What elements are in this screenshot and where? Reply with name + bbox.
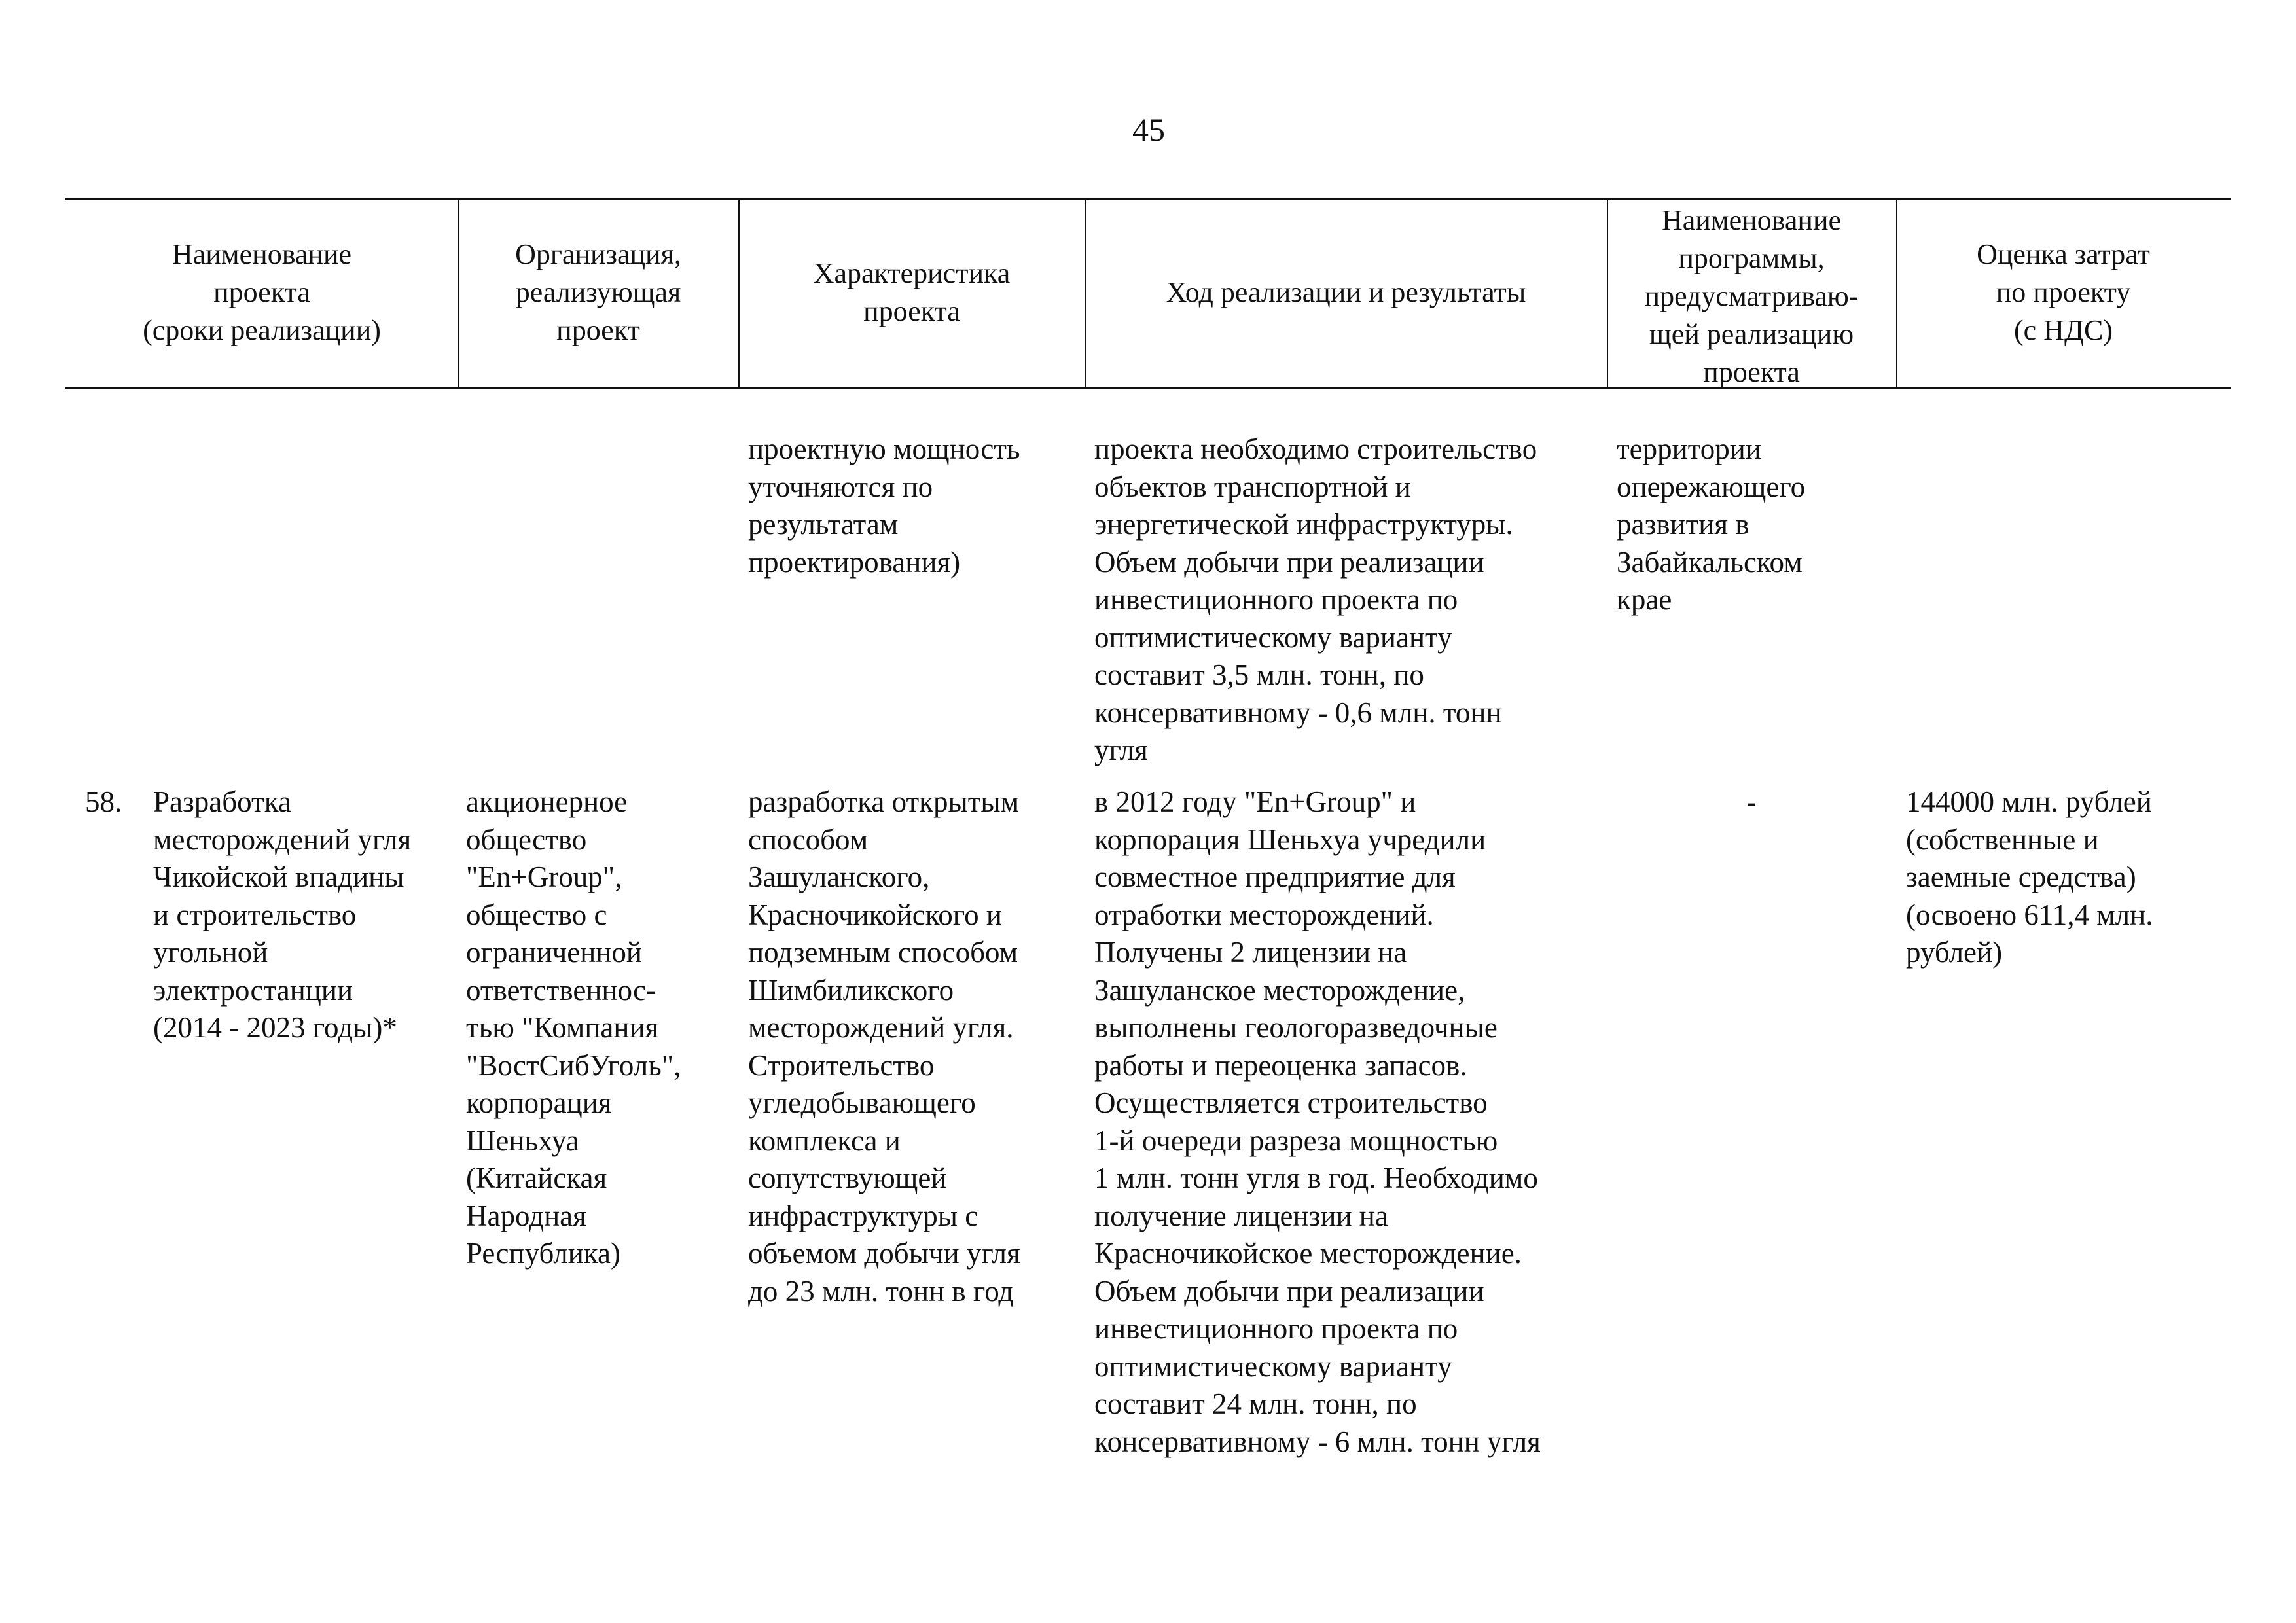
project-program: - bbox=[1746, 785, 1757, 818]
header-characteristic: Характеристика проекта bbox=[813, 257, 1011, 327]
row-number: 58. bbox=[85, 785, 122, 818]
header-project-name: Наименование проекта (сроки реализации) bbox=[143, 238, 381, 346]
project-progress: в 2012 году "En+Group" и корпорация Шеньхуа учредили совместное предприятие для отработки месторождений. Получены 2 лицензии на Зашуланское месторождение, выполнены геологоразведочные работы и переоценка запасов. Осуществляется строительство 1-й очереди разреза мощностью 1 млн. тонн угля в год. Необходимо получение лицензии на Красночикойское месторождение. Объем добычи при реализации инвестиционного проекта по оптимистическому варианту составит 24 млн. тонн, по консервативному - 6 млн. тонн угля bbox=[1094, 785, 1541, 1458]
project-name: Разработка месторождений угля Чикойской впадины и строительство угольной электростанции (2014 - 2023 годы)* bbox=[153, 785, 412, 1044]
page-number: 45 bbox=[1132, 111, 1165, 148]
project-characteristic: разработка открытым способом Зашуланского, Красночикойского и подземным способом Шимбиликского месторождений угля. Строительство угледобывающего комплекса и сопутствующей инфраструктуры с объемом добычи угля до 23 млн. тонн в год bbox=[748, 785, 1020, 1308]
continued-progress: проекта необходимо строительство объектов транспортной и энергетической инфраструктуры. Объем добычи при реализации инвестиционного проекта по оптимистическому варианту составит 3,5 млн. тонн, по консервативному - 0,6 млн. тонн угля bbox=[1094, 433, 1537, 766]
header-program: Наименование программы, предусматриваю- щей реализацию проекта bbox=[1644, 204, 1859, 388]
project-cost: 144000 млн. рублей (собственные и заемные средства) (освоено 611,4 млн. рублей) bbox=[1906, 785, 2153, 969]
header-progress: Ход реализации и результаты bbox=[1166, 276, 1526, 308]
continued-characteristic: проектную мощность уточняются по результатам проектирования) bbox=[748, 433, 1020, 579]
header-cost: Оценка затрат по проекту (с НДС) bbox=[1977, 238, 2150, 346]
project-organization: акционерное общество "En+Group", общество с ограниченной ответственнос- тью "Компания "ВостСибУголь", корпорация Шеньхуа (Китайская Народная Республика) bbox=[466, 785, 681, 1270]
continued-program: территории опережающего развития в Забайкальском крае bbox=[1617, 433, 1806, 616]
header-bottom-rule bbox=[65, 387, 2231, 389]
header-organization: Организация, реализующая проект bbox=[515, 238, 681, 346]
